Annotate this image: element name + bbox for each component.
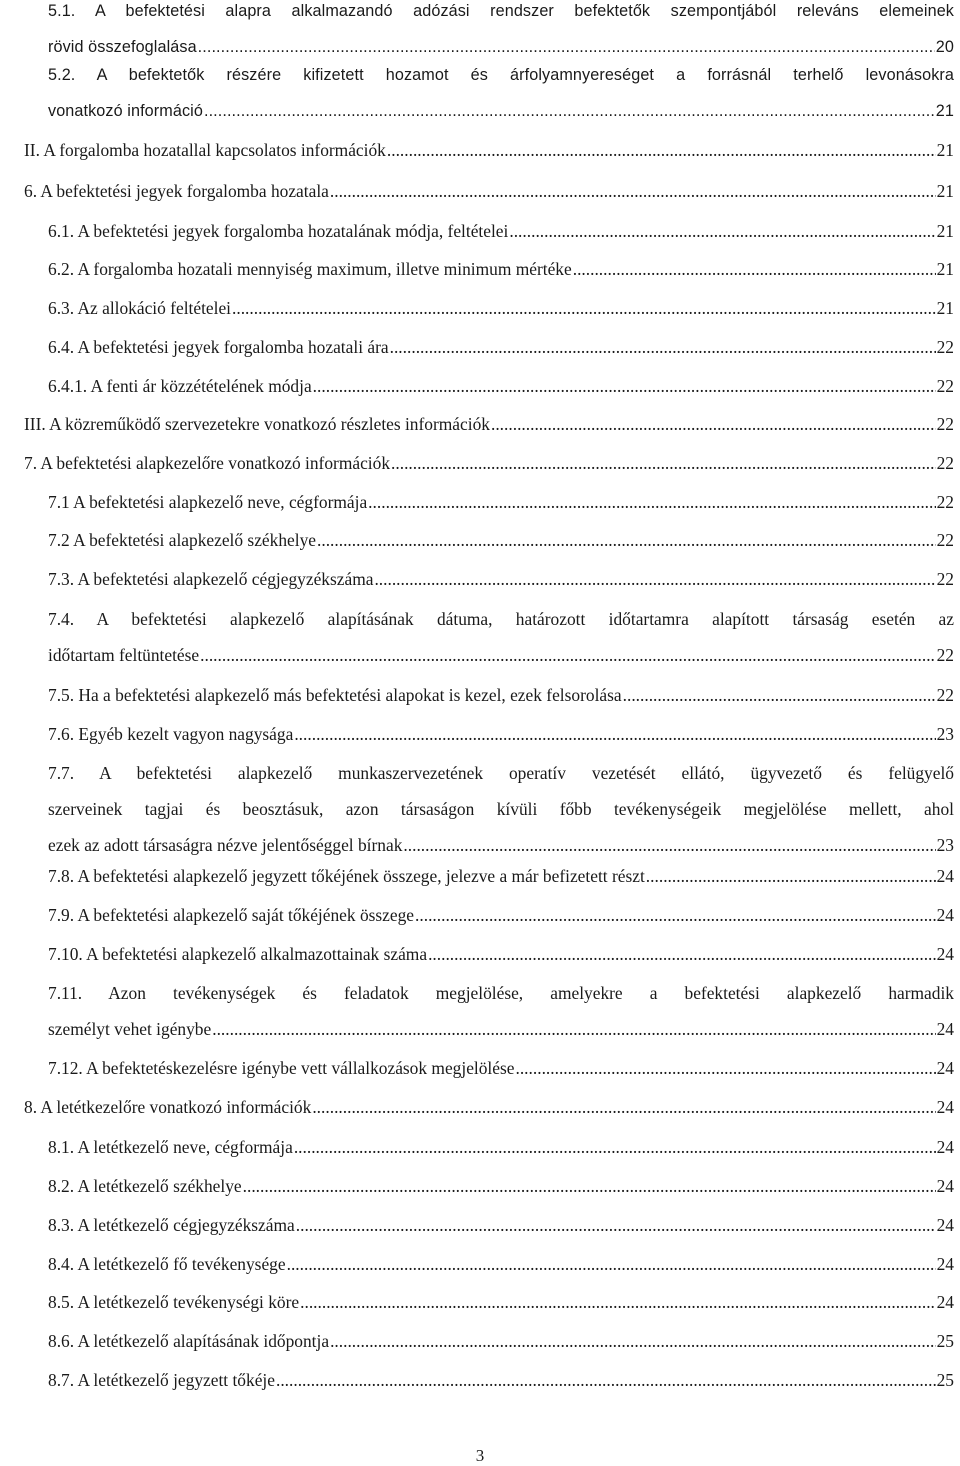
toc-entry-text: 8.5. A letétkezelő tevékenységi köre (48, 1292, 300, 1312)
dot-leader (330, 1330, 936, 1352)
toc-entry-text: 7.10. A befektetési alapkezelő alkalmazottainak száma (48, 944, 428, 964)
toc-page-number: 24 (936, 1097, 954, 1117)
toc-page-number: 24 (936, 1292, 954, 1312)
dot-leader (374, 568, 935, 590)
toc-entry-text: 8.3. A letétkezelő cégjegyzékszáma (48, 1215, 295, 1235)
toc-entry[interactable] (48, 723, 954, 759)
dot-leader (200, 644, 935, 666)
toc-entry[interactable] (48, 684, 954, 720)
toc-entry[interactable] (48, 568, 954, 604)
dot-leader (287, 1253, 936, 1275)
dot-leader (509, 220, 935, 242)
toc-page-number: 21 (936, 259, 954, 279)
dot-leader (415, 904, 936, 926)
toc-entry-text: 6.3. Az allokáció feltételei (48, 298, 232, 318)
toc-entry[interactable] (48, 982, 954, 1054)
toc-entry-text: 8. A letétkezelőre vonatkozó információk (24, 1097, 312, 1117)
toc-page-number: 22 (936, 685, 954, 705)
toc-entry[interactable] (48, 1175, 954, 1211)
dot-leader (623, 684, 936, 706)
toc-entry-text: 7.11. Azon tevékenységek és feladatok megjelölése, amelyekre a befektetési alapkezelő harmadik (48, 983, 954, 1003)
dot-leader (198, 36, 935, 58)
toc-page-number: 21 (936, 140, 954, 160)
toc-entry[interactable] (48, 491, 954, 527)
toc-entry-text: 6.2. A forgalomba hozatali mennyiség maximum, illetve minimum mértéke (48, 259, 572, 279)
toc-entry[interactable] (48, 529, 954, 565)
dot-leader (573, 258, 936, 280)
toc-page-number: 20 (935, 38, 954, 56)
toc-entry[interactable] (48, 336, 954, 372)
toc-entry-text: 8.2. A letétkezelő székhelye (48, 1176, 242, 1196)
toc-entry-text: 8.1. A letétkezelő neve, cégformája (48, 1137, 293, 1157)
dot-leader (491, 413, 936, 435)
toc-entry[interactable] (24, 1096, 954, 1132)
dot-leader (387, 139, 936, 161)
dot-leader (368, 491, 935, 513)
toc-entry[interactable] (48, 375, 954, 411)
toc-page-number: 22 (936, 376, 954, 396)
toc-entry-text: személyt vehet igénybe (48, 1019, 212, 1039)
toc-page-number: 25 (936, 1370, 954, 1390)
toc-page-number: 24 (936, 1254, 954, 1274)
toc-entry-text: 5.2. A befektetők részére kifizetett hozamot és árfolyamnyereséget a forrásnál terhelő levonásokra (48, 66, 954, 84)
toc-entry[interactable] (48, 0, 954, 72)
toc-page-number: 24 (936, 905, 954, 925)
toc-page-number: 23 (936, 724, 954, 744)
toc-page-number: 24 (936, 1137, 954, 1157)
toc-page-number: 21 (936, 181, 954, 201)
toc-entry-text: időtartam feltüntetése (48, 645, 200, 665)
toc-page-number: 22 (936, 492, 954, 512)
toc-page-number: 24 (936, 1176, 954, 1196)
dot-leader (204, 100, 935, 122)
dot-leader (646, 865, 936, 887)
toc-entry[interactable] (48, 608, 954, 680)
dot-leader (294, 1136, 936, 1158)
toc-entry-text: 7.12. A befektetéskezelésre igénybe vett vállalkozások megjelölése (48, 1058, 515, 1078)
dot-leader (243, 1175, 936, 1197)
toc-entry-text: 5.1. A befektetési alapra alkalmazandó adózási rendszer befektetők szempontjából releváns elemeinek (48, 2, 954, 20)
toc-entry-text: 6.4. A befektetési jegyek forgalomba hozatali ára (48, 337, 389, 357)
toc-page-number: 24 (936, 944, 954, 964)
toc-entry-text: 6.1. A befektetési jegyek forgalomba hozatalának módja, feltételei (48, 221, 509, 241)
toc-entry[interactable] (48, 258, 954, 294)
dot-leader (313, 375, 936, 397)
toc-page-number: 25 (936, 1331, 954, 1351)
toc-entry-text: 7.3. A befektetési alapkezelő cégjegyzékszáma (48, 569, 374, 589)
toc-entry[interactable] (48, 220, 954, 256)
dot-leader (428, 943, 936, 965)
toc-entry[interactable] (24, 452, 954, 488)
dot-leader (390, 336, 936, 358)
toc-entry-text: 8.6. A letétkezelő alapításának időpontja (48, 1331, 330, 1351)
toc-entry-text: 7.9. A befektetési alapkezelő saját tőkéjének összege (48, 905, 415, 925)
toc-entry-text: 6. A befektetési jegyek forgalomba hozatala (24, 181, 329, 201)
toc-entry-text: rövid összefoglalása (48, 38, 197, 56)
dot-leader (330, 180, 936, 202)
dot-leader (294, 723, 935, 745)
dot-leader (312, 1096, 935, 1118)
toc-page-number: 22 (936, 569, 954, 589)
toc-page-number: 24 (936, 1058, 954, 1078)
dot-leader (391, 452, 936, 474)
toc-entry-text: II. A forgalomba hozatallal kapcsolatos információk (24, 140, 386, 160)
toc-entry[interactable] (48, 1369, 954, 1405)
toc-page-number: 24 (936, 1215, 954, 1235)
toc-entry[interactable] (48, 297, 954, 333)
toc-entry[interactable] (48, 904, 954, 940)
toc-page-number: 22 (936, 453, 954, 473)
toc-entry[interactable] (48, 762, 954, 870)
toc-entry[interactable] (24, 180, 954, 216)
toc-page-number: 21 (936, 221, 954, 241)
toc-entry-text: 8.7. A letétkezelő jegyzett tőkéje (48, 1370, 275, 1390)
dot-leader (232, 297, 936, 319)
page-number: 3 (475, 1446, 485, 1465)
dot-leader (212, 1018, 935, 1040)
toc-page-number: 24 (936, 1019, 954, 1039)
toc-entry-text: szerveinek tagjai és beosztásuk, azon társaságon kívüli főbb tevékenységeik megjelölése mellett, ahol (48, 799, 954, 819)
toc-entry-text: 7.6. Egyéb kezelt vagyon nagysága (48, 724, 294, 744)
toc-entry[interactable] (48, 1253, 954, 1289)
dot-leader (276, 1369, 936, 1391)
toc-entry-text: 7.7. A befektetési alapkezelő munkaszervezetének operatív vezetését ellátó, ügyvezető és felügyelő (48, 763, 954, 783)
toc-entry-text: III. A közreműködő szervezetekre vonatkozó részletes információk (24, 414, 490, 434)
toc-entry[interactable] (48, 1291, 954, 1327)
toc-entry[interactable] (24, 139, 954, 175)
toc-entry-text: 7.2 A befektetési alapkezelő székhelye (48, 530, 316, 550)
toc-entry-text: 6.4.1. A fenti ár közzétételének módja (48, 376, 312, 396)
toc-page-number: 23 (936, 835, 954, 855)
toc-entry[interactable] (48, 1330, 954, 1366)
dot-leader (317, 529, 936, 551)
toc-entry[interactable] (48, 1136, 954, 1172)
toc-entry-text: vonatkozó információ (48, 102, 203, 120)
toc-page-number: 22 (936, 337, 954, 357)
toc-page-number: 24 (936, 866, 954, 886)
toc-entry-text: 7.8. A befektetési alapkezelő jegyzett tőkéjének összege, jelezve a már befizetett részt (48, 866, 645, 886)
toc-entry-text: ezek az adott társaságra nézve jelentőséggel bírnak (48, 835, 403, 855)
toc-entry[interactable] (48, 865, 954, 901)
toc-entry[interactable] (48, 1214, 954, 1250)
toc-entry[interactable] (48, 64, 954, 136)
toc-entry[interactable] (24, 413, 954, 449)
toc-entry-text: 7.1 A befektetési alapkezelő neve, cégformája (48, 492, 368, 512)
toc-entry-text: 7.4. A befektetési alapkezelő alapításának dátuma, határozott időtartamra alapított társaság esetén az (48, 609, 954, 629)
toc-page-number: 22 (936, 645, 954, 665)
toc-entry[interactable] (48, 943, 954, 979)
toc-entry[interactable] (48, 1057, 954, 1093)
toc-entry-text: 7. A befektetési alapkezelőre vonatkozó információk (24, 453, 391, 473)
toc-page-number: 22 (936, 530, 954, 550)
toc-page-number: 22 (936, 414, 954, 434)
toc-page-number: 21 (936, 298, 954, 318)
toc-entry-text: 8.4. A letétkezelő fő tevékenysége (48, 1254, 286, 1274)
dot-leader (300, 1291, 935, 1313)
toc-page-number: 21 (935, 102, 954, 120)
toc-entry-text: 7.5. Ha a befektetési alapkezelő más befektetési alapokat is kezel, ezek felsorolása (48, 685, 622, 705)
dot-leader (403, 834, 935, 856)
dot-leader (296, 1214, 936, 1236)
dot-leader (515, 1057, 935, 1079)
